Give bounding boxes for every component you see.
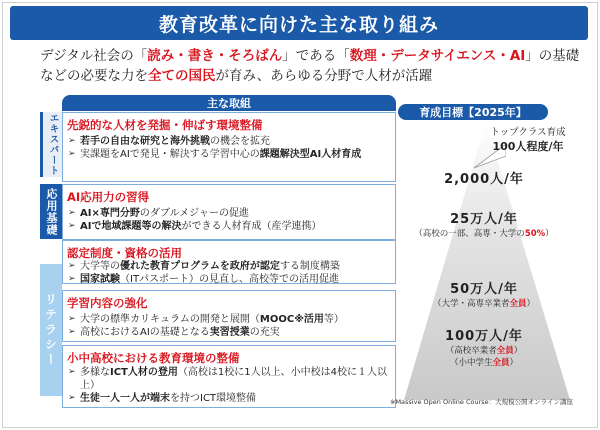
bullet-arrow-icon: ➢ bbox=[68, 136, 76, 146]
goal-expert bbox=[404, 168, 564, 187]
section-title: 認定制度・資格の活用 bbox=[67, 246, 182, 260]
goal-subtext: （高校卒業者全員） bbox=[445, 346, 523, 356]
main-initiatives-header: 主な取組 bbox=[62, 95, 396, 111]
list-item: ➢ 大学の標準カリキュラムの開発と展開（MOOC※活用等） bbox=[68, 314, 344, 325]
goal-subtext: （大学・高専卒業者全員） bbox=[432, 299, 536, 309]
list-item: ➢ 生徒一人一人が端末を持つICT環境整備 bbox=[68, 393, 257, 404]
band-expert-label: エキスパート bbox=[47, 113, 59, 176]
list-item: ➢ AI×専門分野のダブルメジャーの促進 bbox=[68, 208, 249, 219]
section-panel-school-environment bbox=[62, 345, 396, 408]
goal-literacy-university bbox=[404, 278, 564, 309]
intro-seg-6: 全ての国民 bbox=[148, 68, 216, 84]
goal-subtext: （小中学生全員） bbox=[449, 358, 519, 368]
bullet-arrow-icon: ➢ bbox=[68, 314, 76, 324]
section-title: AI応用力の習得 bbox=[67, 190, 150, 204]
intro-seg-3: 」である「 bbox=[282, 48, 350, 64]
list-item: ➢ 高校におけるAIの基礎となる実習授業の充実 bbox=[68, 327, 280, 338]
bullet-arrow-icon: ➢ bbox=[68, 274, 76, 284]
section-panel-certification bbox=[62, 240, 396, 284]
intro-seg-1: デジタル社会の「 bbox=[40, 48, 148, 64]
goal-subtext: （高校の一部、高専・大学の50%） bbox=[414, 229, 554, 239]
callout-line-2: 100人程度/年 bbox=[492, 140, 564, 153]
band-literacy-label: リテラシー bbox=[43, 292, 58, 368]
list-item: ➢ 実課題をAIで発見・解決する学習中心の課題解決型AI人材育成 bbox=[68, 149, 362, 160]
band-applied bbox=[40, 184, 62, 239]
goal-value: 25万人/年 bbox=[450, 212, 518, 227]
list-item: ➢ 国家試験（ITパスポート）の見直し、高校等での活用促進 bbox=[68, 274, 340, 285]
section-title: 先鋭的な人材を発掘・伸ばす環境整備 bbox=[67, 118, 263, 132]
footnote: ※Massive Open Online Course：大規模公開オンライン講座 bbox=[390, 398, 573, 406]
section-title: 学習内容の強化 bbox=[67, 296, 148, 310]
title-bar bbox=[10, 6, 588, 40]
list-item: ➢ 大学等の優れた教育プログラムを政府が認定する制度構築 bbox=[68, 261, 340, 272]
intro-text bbox=[40, 46, 585, 86]
goal-value: 50万人/年 bbox=[450, 282, 518, 297]
page-title: 教育改革に向けた主な取り組み bbox=[158, 13, 439, 36]
intro-seg-7: が育み、あらゆる分野で人材が活躍 bbox=[215, 68, 433, 84]
bullet-arrow-icon: ➢ bbox=[68, 261, 76, 271]
list-item: ➢ 多様なICT人材の登用（高校は1校に1人以上、小中校は4校に１人以上） bbox=[68, 367, 387, 391]
bullet-arrow-icon: ➢ bbox=[68, 367, 76, 377]
section-panel-curriculum bbox=[62, 290, 396, 342]
list-item: ➢ 若手の自由な研究と海外挑戦の機会を拡充 bbox=[68, 136, 270, 147]
band-expert bbox=[40, 112, 62, 177]
bullet-arrow-icon: ➢ bbox=[68, 149, 76, 159]
goal-value: 100万人/年 bbox=[445, 329, 523, 344]
bullet-arrow-icon: ➢ bbox=[68, 208, 76, 218]
bullet-arrow-icon: ➢ bbox=[68, 393, 76, 403]
band-literacy bbox=[40, 264, 62, 396]
bullet-arrow-icon: ➢ bbox=[68, 221, 76, 231]
list-item: ➢ AIで地域課題等の解決ができる人材育成（産学連携） bbox=[68, 221, 322, 232]
intro-seg-5: 」の基礎などの必要な力を bbox=[40, 48, 580, 84]
bullet-arrow-icon: ➢ bbox=[68, 327, 76, 337]
goal-value: 2,000人/年 bbox=[444, 172, 524, 187]
section-panel-expert bbox=[62, 112, 396, 182]
band-applied-label: 応用基礎 bbox=[45, 187, 58, 236]
goal-applied bbox=[404, 208, 564, 239]
target-goal-header: 育成目標【2025年】 bbox=[398, 104, 548, 120]
section-panel-applied bbox=[62, 184, 396, 240]
section-title: 小中高校における教育環境の整備 bbox=[67, 351, 240, 365]
intro-seg-2: 読み・書き・そろばん bbox=[147, 48, 283, 64]
intro-seg-4: 数理・データサイエンス・AI bbox=[349, 48, 526, 64]
top-talent-callout bbox=[485, 124, 571, 154]
callout-line-1: トップクラス育成 bbox=[490, 127, 566, 138]
goal-literacy-school bbox=[404, 325, 564, 368]
